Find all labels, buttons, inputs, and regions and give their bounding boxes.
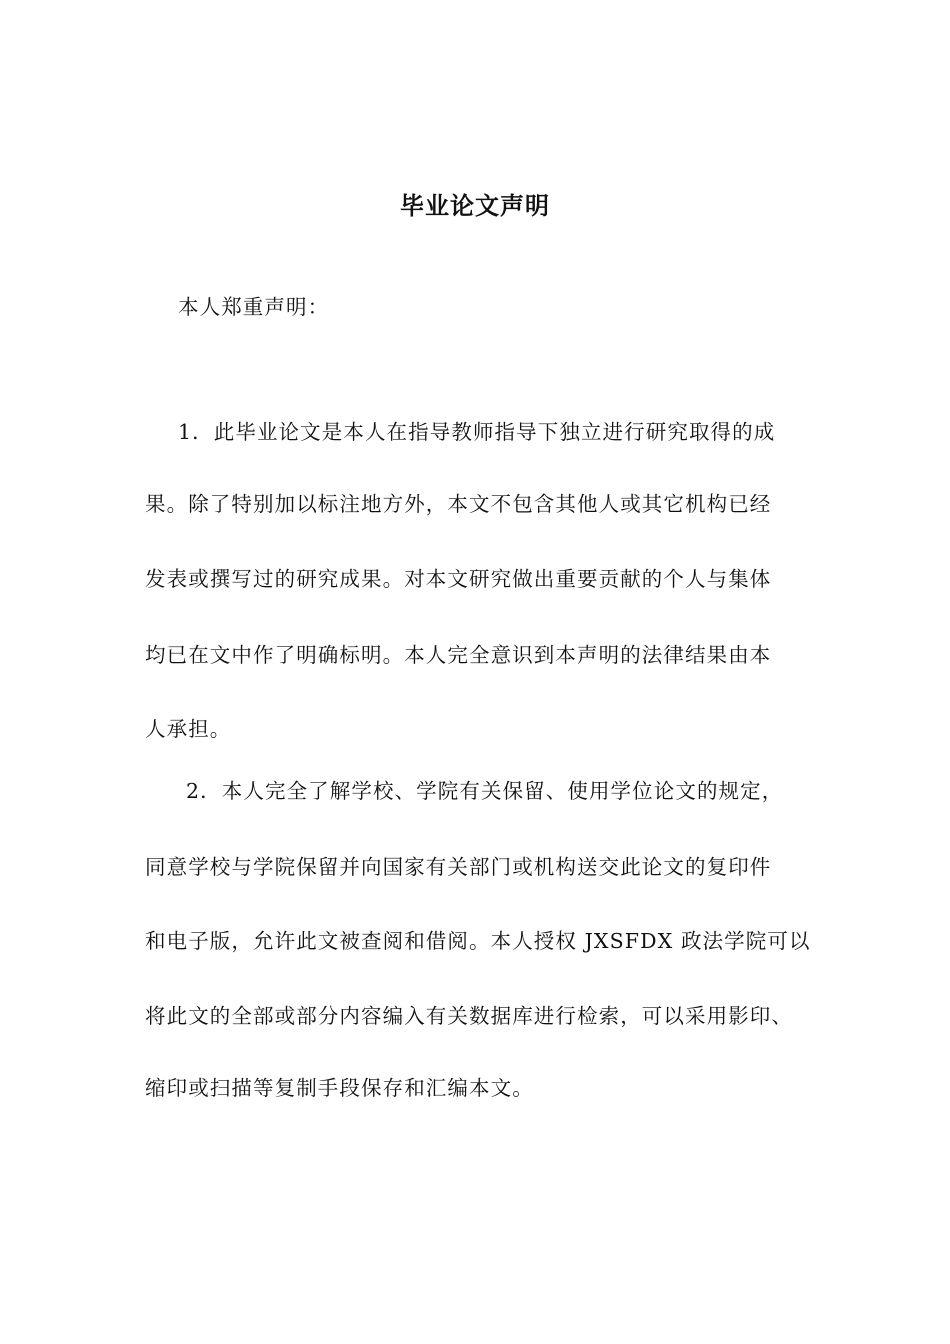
paragraph1-line-4: 均已在文中作了明确标明。本人完全意识到本声明的法律结果由本: [145, 643, 772, 667]
paragraph2-line-2: 同意学校与学院保留并向国家有关部门或机构送交此论文的复印件: [145, 855, 772, 879]
paragraph2-line-4: 将此文的全部或部分内容编入有关数据库进行检索，可以采用影印、: [145, 1004, 793, 1028]
paragraph2-line-3: 和电子版，允许此文被查阅和借阅。本人授权 JXSFDX 政法学院可以: [145, 929, 811, 953]
page-title: 毕业论文声明: [400, 192, 550, 220]
paragraph1-line-1: 1．此毕业论文是本人在指导教师指导下独立进行研究取得的成: [178, 420, 776, 444]
paragraph1-line-2: 果。除了特别加以标注地方外，本文不包含其他人或其它机构已经: [145, 492, 772, 516]
paragraph1-line-3: 发表或撰写过的研究成果。对本文研究做出重要贡献的个人与集体: [145, 567, 772, 591]
paragraph2-line-1: 2．本人完全了解学校、学院有关保留、使用学位论文的规定，: [186, 779, 784, 803]
intro-text: 本人郑重声明：: [178, 295, 330, 319]
paragraph1-line-5: 人承担。: [145, 717, 232, 741]
paragraph2-line-5: 缩印或扫描等复制手段保存和汇编本文。: [145, 1076, 534, 1100]
